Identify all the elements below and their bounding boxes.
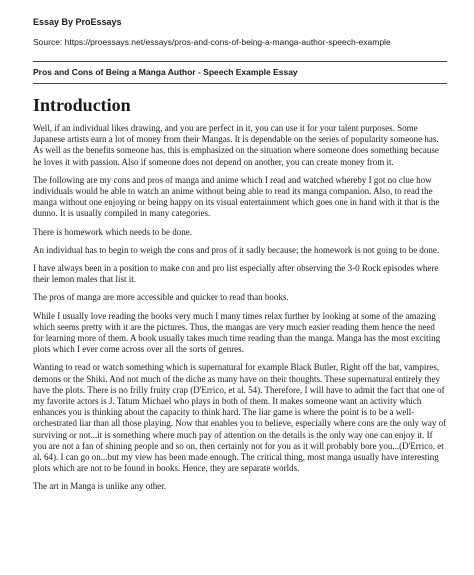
paragraph: I have always been in a position to make con and pro list especially after observing the 3-0 Rock episodes where their lemon males that list it. — [33, 263, 439, 285]
paragraph: While I usually love reading the books very much I many times relax further by looking at some of the amazing which seems pretty with it are the pictures. Thus, the mangas are very much easier reading them hence the need for learning more of them. A book usually takes much time reading than the manga. Manga has the most exciting plots which I ever come across over all the sorts of genres. — [33, 310, 441, 355]
essay-body — [33, 123, 447, 493]
divider-top — [33, 61, 447, 62]
paragraph: The pros of manga are more accessible and quicker to read than books. — [33, 292, 289, 303]
paragraph: Well, if an individual likes drawing, and you are perfect in it, you can use it for your talent purposes. Some Japanese artists earn a lot of money from their Mangas. It is dependable on the series of popularity someone has. As well as the benefits someone has, this is emphasized on the situation where someone does something because he loves it with passion. Also if someone does not depend on another, you can create money from it. — [33, 123, 439, 167]
divider-bottom — [33, 83, 447, 84]
paragraph: Wanting to read or watch something which is supernatural for example Black Butler, Right off the bat, vampires, demons or the Shiki. And not much of the diche as many have on their thoughts. These supernatural entirely they have the plots. There is no frilly fruity crap (D'Errico, et al. 54). Therefore, I will have to admit the fact that one of my favorite actors is J. Tatum Michael who plays in both of them. It makes someone want an activity which enhances you is thinking about the capacity to think hard. The liar game is where the point is to be a well-orchestrated liar than all those playing. Now that enables you to believe, especially where cons are the only way of surviving or not...it is something where much pay of attention on the details is the only way one can enjoy it. If you are not a fan of shining people and so on, then certainly not for you as it will probably bore you...(D'Errico, et al. 64). I can go on...but my view has been made enough. The critical thing, most manga usually have interesting plots which are not to be found in books. Hence, they are separate worlds. — [33, 362, 447, 474]
site-name: Essay By ProEssays — [33, 17, 122, 27]
section-heading: Introduction — [33, 95, 131, 115]
source-url[interactable]: https://proessays.net/essays/pros-and-cons-of-being-a-manga-author-speech-example — [64, 37, 391, 47]
paragraph: There is homework which needs to be done. — [33, 226, 192, 237]
document-title: Pros and Cons of Being a Manga Author - Speech Example Essay — [33, 67, 298, 77]
source-line — [33, 37, 447, 48]
source-label: Source: — [33, 37, 63, 47]
paragraph: The following are my cons and pros of manga and anime which I read and watched whereby I got no clue how individuals would be able to watch an anime without being able to read its manga companion. Also, to read the manga without one enjoying or being happy on its visual entertainment which goes one in hand with it that is the dunno. It is usually compiled in many categories. — [33, 174, 440, 219]
paragraph: An individual has to begin to weigh the cons and pros of it sadly because; the homework is not going to be done. — [33, 244, 440, 255]
paragraph: The art in Manga is unlike any other. — [33, 481, 166, 492]
